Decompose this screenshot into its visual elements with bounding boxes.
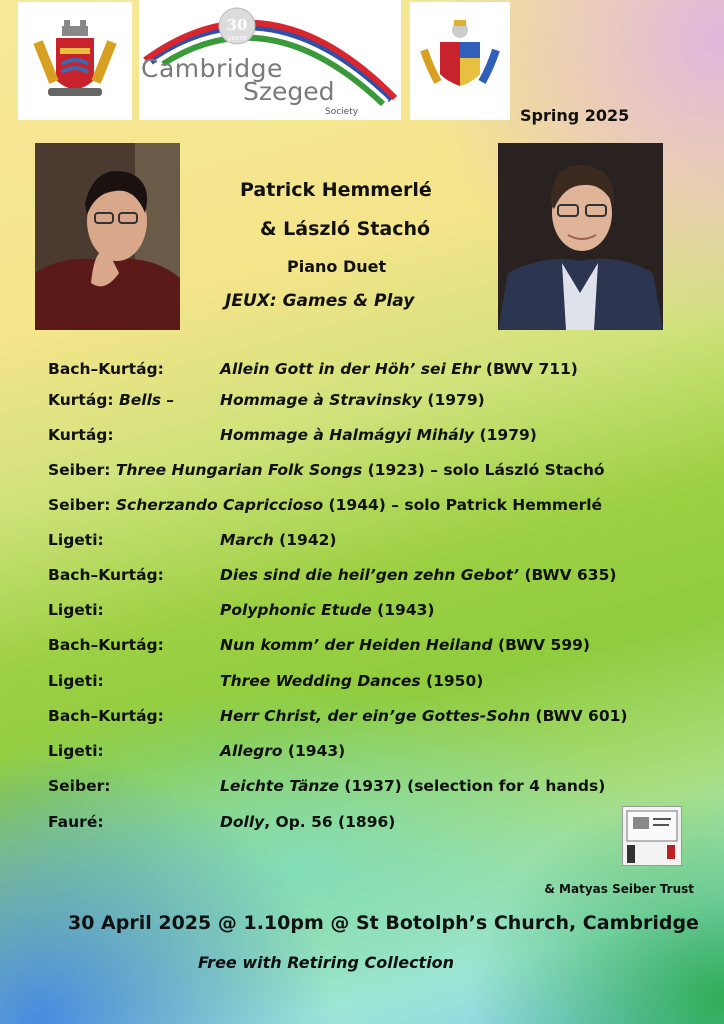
- ensemble-label: Piano Duet: [287, 257, 387, 276]
- work-title: Hommage à Halmágyi Mihály: [220, 426, 475, 444]
- cambridge-coat-of-arms: [18, 2, 132, 120]
- composer: Bach–Kurtág:: [48, 566, 164, 584]
- programme-item: [48, 566, 616, 584]
- composer: Seiber:: [48, 496, 116, 514]
- programme-item: [48, 496, 602, 514]
- work-detail: (1937) (selection for 4 hands): [339, 777, 606, 795]
- programme-item: [48, 636, 590, 654]
- work-detail: (1944) – solo Patrick Hemmerlé: [323, 496, 603, 514]
- work-title: Herr Christ, der ein’ge Gottes-Sohn: [220, 707, 531, 725]
- programme-item: [48, 461, 605, 479]
- trust-credit: & Matyas Seiber Trust: [544, 882, 694, 896]
- programme-item: [48, 672, 483, 690]
- programme-item: [48, 531, 336, 549]
- performer-1-name: Patrick Hemmerlé: [240, 179, 432, 201]
- work-detail: (1950): [420, 672, 484, 690]
- work-detail: (1942): [273, 531, 337, 549]
- seiber-trust-logo: [622, 806, 682, 866]
- work-title: Polyphonic Etude: [220, 601, 372, 619]
- work-title: Three Hungarian Folk Songs: [115, 461, 363, 479]
- work-detail: , Op. 56 (1896): [264, 813, 396, 831]
- composer: Seiber:: [48, 461, 116, 479]
- work-title: Allegro: [220, 742, 283, 760]
- logo-word-szeged: Szeged: [243, 77, 335, 106]
- season-label: Spring 2025: [520, 106, 630, 125]
- programme-item: [48, 742, 345, 760]
- composer: Bach–Kurtág:: [48, 636, 164, 654]
- work-title: Three Wedding Dances: [220, 672, 421, 690]
- work-detail: (BWV 635): [519, 566, 617, 584]
- programme-item: [48, 601, 435, 619]
- work-detail: (1943): [371, 601, 435, 619]
- event-date-venue: 30 April 2025 @ 1.10pm @ St Botolph’s Church, Cambridge: [68, 912, 699, 934]
- composer: Bach–Kurtág:: [48, 360, 164, 378]
- work-detail: (1979): [422, 391, 485, 409]
- svg-text:years: years: [227, 34, 247, 42]
- performer-2-name: & László Stachó: [260, 218, 431, 240]
- szeged-coat-of-arms: [410, 2, 510, 120]
- work-title: March: [220, 531, 274, 549]
- work-detail: (BWV 711): [480, 360, 578, 378]
- photo-laszlo-stacho: [498, 143, 663, 330]
- composer: Kurtág:: [48, 426, 114, 444]
- composer-work-prefix: Bells –: [118, 391, 175, 409]
- work-title: Dies sind die heil’gen zehn Gebot’: [220, 566, 520, 584]
- composer: Ligeti:: [48, 742, 104, 760]
- work-detail: (BWV 599): [492, 636, 590, 654]
- logo-word-society: Society: [325, 107, 359, 117]
- programme-item: [48, 777, 605, 795]
- work-title: Nun komm’ der Heiden Heiland: [220, 636, 493, 654]
- composer: Fauré:: [48, 813, 104, 831]
- work-title: Hommage à Stravinsky: [220, 391, 423, 409]
- work-title: Allein Gott in der Höh’ sei Ehr: [220, 360, 481, 378]
- admission-note: Free with Retiring Collection: [198, 953, 455, 972]
- programme-item: [48, 813, 395, 831]
- trust-logo-image: [623, 807, 681, 865]
- szeged-crest-icon: [410, 2, 510, 120]
- work-detail: (BWV 601): [530, 707, 628, 725]
- portrait-image: [498, 143, 663, 330]
- photo-patrick-hemmerle: [35, 143, 180, 330]
- work-title: Scherzando Capriccioso: [115, 496, 324, 514]
- work-detail: (1943): [282, 742, 346, 760]
- cambridge-szeged-society-logo: [139, 0, 401, 120]
- work-detail: (1979): [474, 426, 537, 444]
- programme-title: JEUX: Games & Play: [225, 291, 415, 311]
- composer: Seiber:: [48, 777, 111, 795]
- composer: Kurtág:: [48, 391, 119, 409]
- work-detail: (1923) – solo László Stachó: [362, 461, 605, 479]
- portrait-image: [35, 143, 180, 330]
- programme-item: [48, 707, 627, 725]
- svg-text:30: 30: [226, 16, 248, 34]
- work-title: Leichte Tänze: [220, 777, 340, 795]
- composer: Ligeti:: [48, 601, 104, 619]
- cambridge-crest-icon: [18, 2, 132, 120]
- composer: Ligeti:: [48, 672, 104, 690]
- composer: Bach–Kurtág:: [48, 707, 164, 725]
- composer: Ligeti:: [48, 531, 104, 549]
- work-title: Dolly: [220, 813, 265, 831]
- programme-item: [48, 391, 485, 409]
- logo-word-cambridge: Cambridge: [141, 54, 283, 83]
- programme-item: [48, 360, 578, 378]
- programme-item: [48, 426, 537, 444]
